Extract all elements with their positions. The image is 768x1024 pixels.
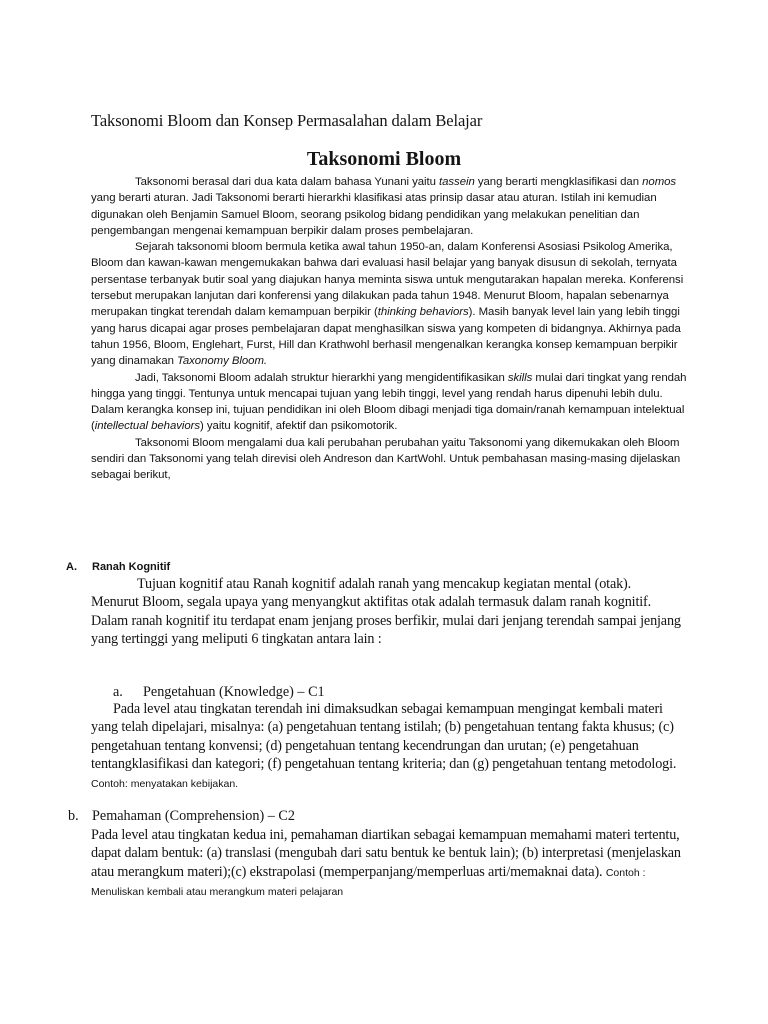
item-b-example: Contoh : Menuliskan kembali atau merangkum materi pelajaran	[91, 866, 646, 899]
document-title: Taksonomi Bloom dan Konsep Permasalahan dalam Belajar	[91, 111, 483, 130]
item-a-paragraph	[91, 700, 681, 793]
item-b-heading-text: Pemahaman (Comprehension) – C2	[92, 808, 295, 824]
item-b-paragraph-text: Pada level atau tingkatan kedua ini, pemahaman diartikan sebagai kemampuan memahami materi tertentu, dapat dalam bentuk: (a) translasi (mengubah dari satu bentuk ke bentuk lain); (b) interpretasi (menjelaskan atau merangkum materi);(c) ekstrapolasi (memperpanjang/memperluas arti/memaknai data).	[91, 827, 681, 880]
intro-paragraph-2-term-2: Taxonomy Bloom.	[177, 355, 268, 368]
part-a-heading-text: Ranah Kognitif	[92, 561, 171, 573]
intro-paragraph-2	[91, 239, 691, 369]
intro-paragraph-1-text-3: yang berarti aturan. Jadi Taksonomi berarti hierarkhi klasifikasi atas prinsip dasar atau aturan. Istilah ini kemudian digunakan oleh Benjamin Samuel Bloom, seorang psikolog bidang pendidikan yang melakukan penelitian dan pengembangan mengenai kemampuan berpikir dalam proses pembelajaran.	[91, 192, 657, 237]
intro-paragraph-1-term-2: nomos	[642, 176, 677, 188]
item-a-heading	[113, 684, 325, 701]
item-a-body	[91, 700, 681, 793]
intro-text	[91, 174, 691, 484]
intro-paragraph-3-term-2: intellectual behaviors	[94, 420, 201, 433]
intro-paragraph-3	[91, 370, 691, 435]
intro-paragraph-1	[91, 174, 691, 239]
intro-paragraph-3-text-2: mulai dari tingkat yang rendah hingga yang tinggi. Tentunya untuk mencapai tujuan yang lebih tinggi, level yang rendah harus dipenuhi lebih dulu. Dalam kerangka konsep ini, tujuan pendidikan ini oleh Bloom dibagi menjadi tiga domain/ranah kemampuan intelektual (	[91, 371, 687, 433]
item-a-example: Contoh: menyatakan kebijakan.	[91, 777, 239, 790]
intro-paragraph-1-text-1: Taksonomi berasal dari dua kata dalam bahasa Yunani yaitu	[135, 176, 440, 188]
section-heading: Taksonomi Bloom	[306, 148, 462, 170]
intro-paragraph-1-term-1: tassein	[439, 176, 475, 188]
part-a-body	[91, 575, 681, 649]
intro-paragraph-4	[91, 435, 691, 484]
item-a-heading-text: Pengetahuan (Knowledge) – C1	[143, 684, 325, 700]
item-b-body	[91, 826, 691, 902]
intro-paragraph-2-term-1: thinking behaviors	[377, 306, 469, 319]
intro-paragraph-4-text-1: Taksonomi Bloom mengalami dua kali perubahan perubahan yaitu Taksonomi yang dikemukakan oleh Bloom sendiri dan Taksonomi yang telah direvisi oleh Andreson dan KartWohl. Untuk pembahasan masing-masing dijelaskan sebagai berikut,	[91, 436, 681, 482]
intro-paragraph-2-text-2: ). Masih banyak level lain yang lebih tinggi yang harus dicapai agar proses pembelajaran dapat menghasilkan siswa yang kompeten di bidangnya. Akhirnya pada tahun 1956, Bloom, Englehart, Furst, Hill dan Krathwohl berhasil mengenalkan kerangka konsep kemampuan berpikir yang dinamakan	[91, 306, 681, 368]
intro-paragraph-2-text-1: Sejarah taksonomi bloom bermula ketika awal tahun 1950-an, dalam Konferensi Asosiasi Psikolog Amerika, Bloom dan kawan-kawan mengemukakan bahwa dari evaluasi hasil belajar yang banyak disusun di sekolah, ternyata persentase terbanyak butir soal yang diajukan hanya meminta siswa untuk mengutarakan hapalan mereka. Konferensi tersebut merupakan lanjutan dari konferensi yang dilakukan pada tahun 1948. Menurut Bloom, hapalan sebenarnya merupakan tingkat terendah dalam kemampuan berpikir (	[91, 241, 684, 319]
item-b-paragraph	[91, 826, 691, 902]
intro-paragraph-3-text-1: Jadi, Taksonomi Bloom adalah struktur hierarkhi yang mengidentifikasikan	[135, 371, 508, 384]
part-a-paragraph: Tujuan kognitif atau Ranah kognitif adalah ranah yang mencakup kegiatan mental (otak). Menurut Bloom, segala upaya yang menyangkut aktifitas otak adalah termasuk dalam ranah kognitif. Dalam ranah kognitif itu terdapat enam jenjang proses berfikir, mulai dari jenjang terendah sampai jenjang yang tertinggi yang meliputi 6 tingkatan antara lain :	[91, 576, 681, 648]
item-a-paragraph-text: Pada level atau tingkatan terendah ini dimaksudkan sebagai kemampuan mengingat kembali materi yang telah dipelajari, misalnya: (a) pengetahuan tentang istilah; (b) pengetahuan tentang fakta khusus; (c) pengetahuan tentang konvensi; (d) pengetahuan tentang kecendrungan dan urutan; (e) pengetahuan tentangklasifikasi dan kategori; (f) pengetahuan tentang kriteria; dan (g) pengetahuan tentang metodologi.	[91, 701, 677, 773]
part-a-heading	[66, 561, 170, 573]
part-a-marker: A.	[66, 561, 77, 573]
intro-paragraph-3-text-3: ) yaitu kognitif, afektif dan psikomotorik.	[200, 420, 398, 433]
intro-paragraph-3-term-1: skills	[507, 371, 533, 384]
item-b-heading	[68, 808, 295, 825]
intro-paragraph-1-text-2: yang berarti mengklasifikasi dan	[474, 176, 643, 188]
item-a-marker: a.	[113, 684, 123, 700]
item-b-marker: b.	[68, 808, 79, 824]
